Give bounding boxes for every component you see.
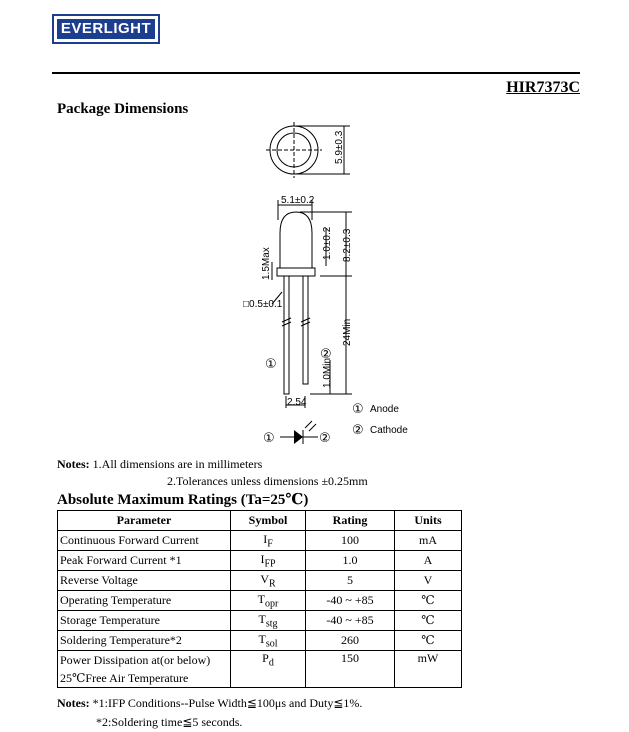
cell-unit: ℃ — [395, 631, 462, 651]
table-row — [58, 551, 462, 571]
cell-symbol: $P_d$ — [231, 651, 306, 688]
cell-rating: -40 ~ +85 — [306, 591, 395, 611]
note-1: 1.All dimensions are in millimeters — [92, 457, 263, 471]
cell-param: Continuous Forward Current — [58, 531, 231, 551]
th-parameter: Parameter — [58, 511, 231, 531]
cell-rating: 5 — [306, 571, 395, 591]
dim-diameter: 5.9±0.3 — [334, 130, 345, 164]
dim-pitch: 2.54 — [287, 397, 307, 408]
cell-rating: 150 — [306, 651, 395, 688]
model-number: HIR7373C — [506, 79, 580, 96]
th-symbol: Symbol — [231, 511, 306, 531]
cell-param: Peak Forward Current *1 — [58, 551, 231, 571]
dim-body-height: 8.2±0.3 — [342, 228, 353, 262]
cell-param: Soldering Temperature*2 — [58, 631, 231, 651]
dim-lead-length: 24Min — [342, 318, 353, 346]
cell-param: Reverse Voltage — [58, 571, 231, 591]
brand-logo — [52, 14, 160, 44]
led-flange — [277, 268, 315, 276]
cell-symbol: $I_F$ — [231, 531, 306, 551]
dimension-notes — [57, 456, 368, 490]
cell-unit: mA — [395, 531, 462, 551]
cell-rating: 260 — [306, 631, 395, 651]
table-row — [58, 631, 462, 651]
package-title: Package Dimensions — [57, 101, 189, 117]
cell-param: Operating Temperature — [58, 591, 231, 611]
lead-anode — [284, 276, 289, 394]
ratings-table — [57, 510, 462, 688]
lead-cathode — [303, 276, 308, 384]
legend-anode-label: Anode — [370, 404, 399, 415]
table-row — [58, 531, 462, 551]
cell-rating: 1.0 — [306, 551, 395, 571]
pin-2-label: ② — [320, 346, 332, 361]
cell-symbol: $V_R$ — [231, 571, 306, 591]
cell-symbol: $T_{opr}$ — [231, 591, 306, 611]
ratings-notes — [57, 694, 362, 732]
table-row — [58, 591, 462, 611]
diode-triangle — [294, 430, 303, 444]
logo-text: EVERLIGHT — [57, 19, 155, 39]
notes-label: Notes: — [57, 696, 90, 710]
table-row — [58, 651, 462, 688]
cell-param: Power Dissipation at(or below) 25℃Free Air Temperature — [58, 651, 231, 688]
table-row — [58, 611, 462, 631]
package-drawing — [230, 120, 430, 455]
dim-lead-size: □0.5±0.1 — [243, 299, 283, 310]
cell-rating: -40 ~ +85 — [306, 611, 395, 631]
cell-symbol: $T_{stg}$ — [231, 611, 306, 631]
note-2: 2.Tolerances unless dimensions ±0.25mm — [167, 474, 368, 488]
cell-rating: 100 — [306, 531, 395, 551]
legend-cathode-label: Cathode — [370, 425, 408, 436]
th-rating: Rating — [306, 511, 395, 531]
legend-cathode-mark: ② — [352, 422, 364, 437]
note-pulse: *1:IFP Conditions--Pulse Width≦100μs and Duty≦1%. — [92, 696, 363, 710]
dim-lead-min: 1.0Min — [322, 357, 333, 388]
notes-label: Notes: — [57, 457, 90, 471]
cell-unit: V — [395, 571, 462, 591]
symbol-pin-2: ② — [319, 430, 331, 445]
cell-unit: ℃ — [395, 591, 462, 611]
legend-anode-mark: ① — [352, 401, 364, 416]
table-header-row — [58, 511, 462, 531]
ratings-title: Absolute Maximum Ratings (Ta=25℃) — [57, 492, 309, 508]
pin-1-label: ① — [265, 356, 277, 371]
dim-width: 5.1±0.2 — [281, 195, 315, 206]
dim-flange: 1.5Max — [261, 247, 272, 280]
cell-unit: mW — [395, 651, 462, 688]
header-rule — [52, 72, 580, 74]
note-soldering: *2:Soldering time≦5 seconds. — [96, 715, 243, 729]
dim-dome: 1.0±0.2 — [322, 226, 333, 260]
cell-unit: A — [395, 551, 462, 571]
th-units: Units — [395, 511, 462, 531]
cell-symbol: $T_{sol}$ — [231, 631, 306, 651]
table-row — [58, 571, 462, 591]
cell-param: Storage Temperature — [58, 611, 231, 631]
led-body — [280, 212, 312, 268]
cell-unit: ℃ — [395, 611, 462, 631]
cell-symbol: $I_{FP}$ — [231, 551, 306, 571]
symbol-pin-1: ① — [263, 430, 275, 445]
